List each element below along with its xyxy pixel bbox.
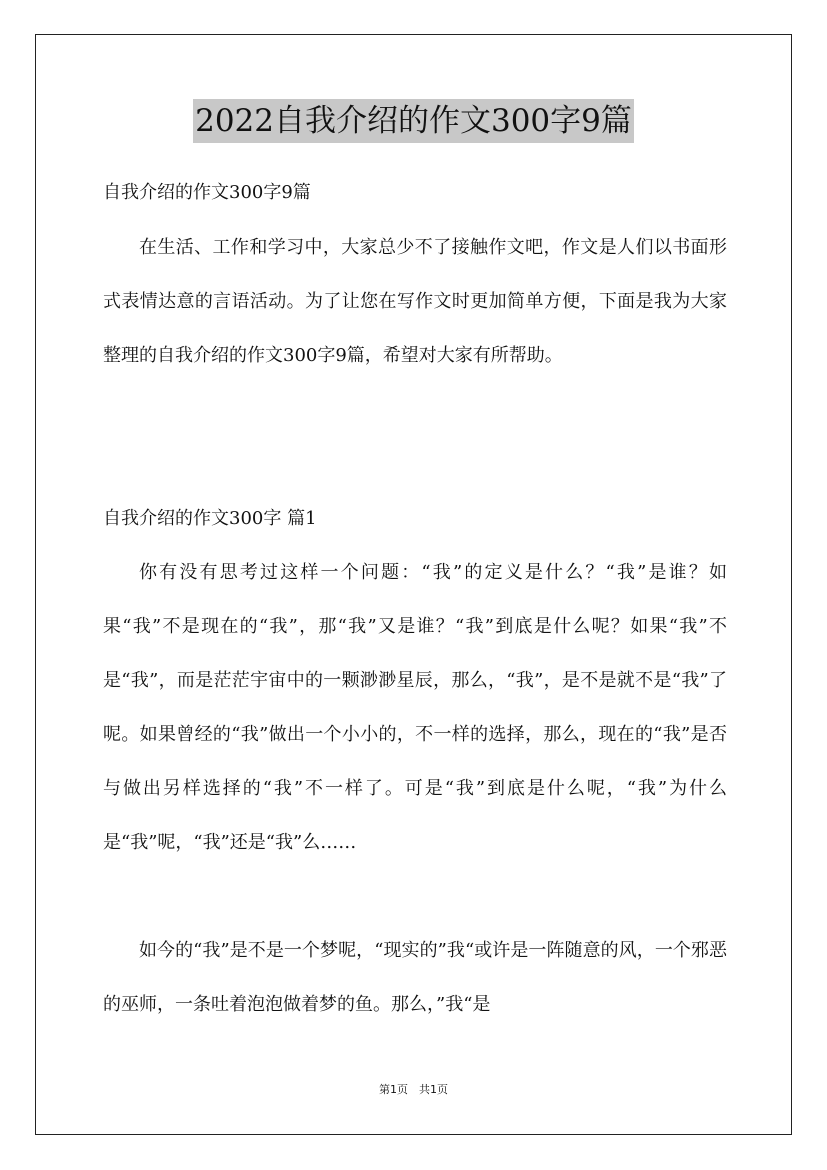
document-subtitle: 自我介绍的作文300字9篇 [103, 182, 311, 203]
section-heading: 自我介绍的作文300字 篇1 [103, 508, 317, 529]
document-title: 2022自我介绍的作文300字9篇 [193, 99, 634, 143]
page-footer: 第1页 共1页 [379, 1083, 448, 1096]
body-paragraph-2: 如今的“我”是不是一个梦呢，“现实的”我“或许是一阵随意的风，一个邪恶的巫师，一条吐着泡泡做着梦的鱼。那么，”我“是 [103, 940, 727, 1015]
title-container [0, 99, 827, 143]
body-paragraph-1: 你有没有思考过这样一个问题：“我”的定义是什么？“我”是谁？如果“我”不是现在的“我”，那“我”又是谁？“我”到底是什么呢？如果“我”不是“我”，而是茫茫宇宙中的一颗渺渺星辰，那么，“我”，是不是就不是“我”了呢。如果曾经的“我”做出一个小小的，不一样的选择，那么，现在的“我”是否与做出另样选择的“我”不一样了。可是“我”到底是什么呢，“我”为什么是“我”呢，“我”还是“我”么…… [103, 562, 727, 853]
intro-paragraph: 在生活、工作和学习中，大家总少不了接触作文吧，作文是人们以书面形式表情达意的言语活动。为了让您在写作文时更加简单方便，下面是我为大家整理的自我介绍的作文300字9篇，希望对大家有所帮助。 [103, 237, 727, 366]
